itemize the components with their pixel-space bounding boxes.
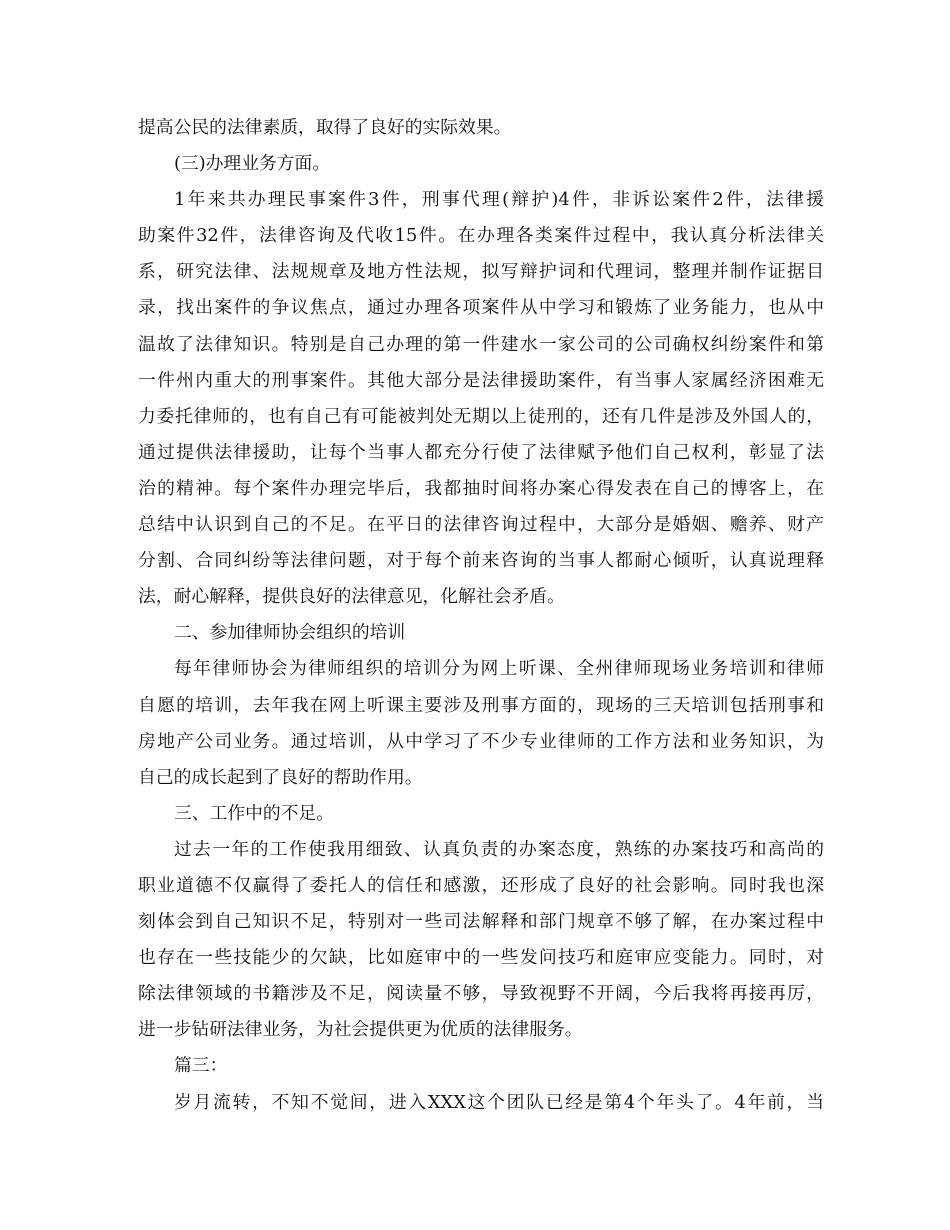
text-line: 房地产公司业务。通过培训，从中学习了不少专业律师的工作方法和业务知识，为: [138, 730, 824, 752]
text-line: 系，研究法律、法规规章及地方性法规，拟写辩护词和代理词，整理并制作证据目: [138, 261, 824, 283]
text-line: 也存在一些技能少的欠缺，比如庭审中的一些发问技巧和庭审应变能力。同时，对: [138, 947, 824, 969]
text-line: (三)办理业务方面。: [174, 153, 331, 175]
text-line: 温故了法律知识。特别是自己办理的第一件建水一家公司的公司确权纠纷案件和第: [138, 333, 824, 355]
text-line: 二、参加律师协会组织的培训: [174, 622, 406, 644]
text-line: 通过提供法律援助，让每个当事人都充分行使了法律赋予他们自己权利，彰显了法: [138, 441, 824, 463]
text-line: 治的精神。每个案件办理完毕后，我都抽时间将办案心得发表在自己的博客上，在: [138, 477, 824, 499]
text-line: 每年律师协会为律师组织的培训分为网上听课、全州律师现场业务培训和律师: [174, 658, 824, 680]
text-line: 法，耐心解释，提供良好的法律意见，化解社会矛盾。: [138, 586, 565, 608]
text-line: 岁月流转，不知不觉间，进入XXX这个团队已经是第4个年头了。4年前，当: [174, 1091, 824, 1113]
text-line: 除法律领域的书籍涉及不足，阅读量不够，导致视野不开阔，今后我将再接再厉，: [138, 983, 824, 1005]
text-line: 总结中认识到自己的不足。在平日的法律咨询过程中，大部分是婚姻、赡养、财产: [138, 514, 824, 536]
text-line: 提高公民的法律素质，取得了良好的实际效果。: [138, 117, 512, 138]
text-line: 刻体会到自己知识不足，特别对一些司法解释和部门规章不够了解，在办案过程中: [138, 911, 824, 933]
text-line: 力委托律师的，也有自己有可能被判处无期以上徒刑的，还有几件是涉及外国人的，: [138, 405, 824, 427]
document-body: [138, 110, 824, 1121]
text-line: 录，找出案件的争议焦点，通过办理各项案件从中学习和锻炼了业务能力，也从中: [138, 297, 824, 319]
text-line: 职业道德不仅赢得了委托人的信任和感激，还形成了良好的社会影响。同时我也深: [138, 874, 824, 896]
text-line: 一件州内重大的刑事案件。其他大部分是法律援助案件，有当事人家属经济困难无: [138, 369, 824, 391]
text-line: 自己的成长起到了良好的帮助作用。: [138, 766, 423, 788]
text-line: 三、工作中的不足。: [174, 802, 335, 824]
text-line: 助案件32件，法律咨询及代收15件。在办理各类案件过程中，我认真分析法律关: [138, 225, 824, 247]
text-line: 篇三：: [174, 1055, 228, 1077]
text-line: 过去一年的工作使我用细致、认真负责的办案态度，熟练的办案技巧和高尚的: [174, 838, 824, 860]
text-line: 1年来共办理民事案件3件，刑事代理(辩护)4件，非诉讼案件2件，法律援: [174, 189, 824, 211]
text-line: 进一步钻研法律业务，为社会提供更为优质的法律服务。: [138, 1019, 583, 1041]
text-line: 自愿的培训，去年我在网上听课主要涉及刑事方面的，现场的三天培训包括刑事和: [138, 694, 824, 716]
text-line: 分割、合同纠纷等法律问题，对于每个前来咨询的当事人都耐心倾听，认真说理释: [138, 550, 824, 572]
